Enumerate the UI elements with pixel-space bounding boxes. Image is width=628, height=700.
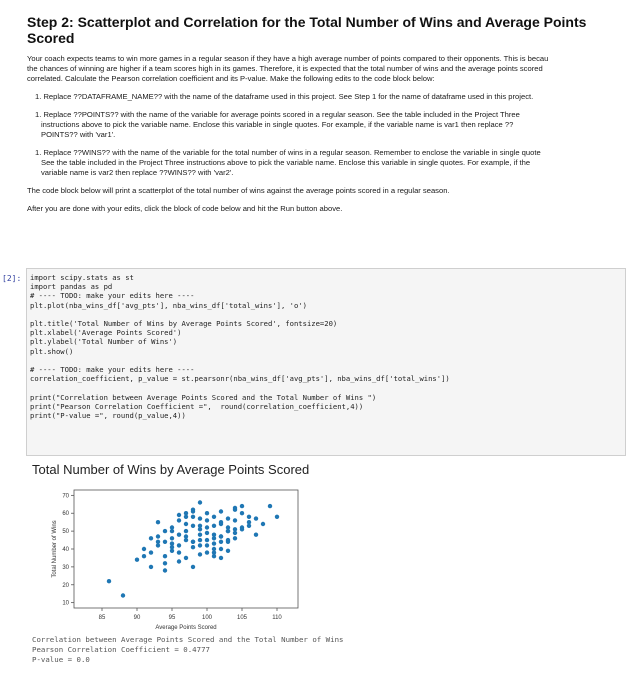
data-point — [149, 565, 153, 569]
instruction-line: 1. Replace ??WINS?? with the name of the variable for the total number of wins in a regular season. Remember to enclose the variable in single quote — [35, 148, 541, 157]
x-tick-label: 95 — [168, 615, 176, 621]
code-line: print("P-value =", round(p_value,4)) — [30, 411, 186, 421]
data-point — [191, 508, 195, 512]
data-point — [177, 559, 181, 563]
data-point — [177, 518, 181, 522]
data-point — [212, 515, 216, 519]
code-line: print("Correlation between Average Points Scored and the Total Number of Wins ") — [30, 392, 377, 402]
code-line: plt.title('Total Number of Wins by Average Points Scored', fontsize=20) — [30, 319, 338, 329]
output-line: P-value = 0.0 — [32, 655, 90, 664]
intro-line: the chances of winning are higher if a team scores high in its games. Therefore, it is expected that the total number of wins and the average points scored — [27, 64, 543, 73]
code-line: plt.show() — [30, 346, 74, 356]
data-point — [184, 556, 188, 560]
instruction-item — [35, 110, 627, 140]
data-point — [240, 511, 244, 515]
x-tick-label: 90 — [133, 615, 141, 621]
instruction-line: instructions above to pick the variable name. Enclose this variable in single quotes. For example, if the variable name is var1 then replace ?? — [41, 120, 514, 129]
y-tick-label: 60 — [62, 511, 69, 518]
instruction-item — [35, 148, 627, 178]
code-editor[interactable] — [30, 273, 450, 420]
data-point — [163, 568, 167, 572]
data-point — [191, 565, 195, 569]
data-point — [226, 540, 230, 544]
data-point — [212, 541, 216, 545]
data-point — [233, 518, 237, 522]
instruction-line: 1. Replace ??DATAFRAME_NAME?? with the name of the dataframe used in this project. See Step 1 for the name of dataframe used in this project. — [35, 92, 534, 101]
markdown-cell[interactable] — [27, 14, 627, 222]
instruction-line: POINTS?? with 'var1'. — [41, 130, 116, 139]
x-tick-label: 105 — [236, 615, 248, 621]
plot-frame — [74, 490, 298, 608]
data-point — [205, 543, 209, 547]
code-cell[interactable] — [26, 268, 626, 456]
data-point — [254, 533, 258, 537]
data-point — [191, 524, 195, 528]
data-point — [191, 540, 195, 544]
y-tick-label: 10 — [62, 600, 69, 607]
data-point — [205, 531, 209, 535]
plot-title: Total Number of Wins by Average Points Scored — [32, 462, 310, 477]
y-tick-label: 30 — [62, 564, 69, 571]
data-point — [198, 538, 202, 542]
data-point — [254, 516, 258, 520]
data-point — [205, 518, 209, 522]
data-point — [156, 543, 160, 547]
data-point — [184, 511, 188, 515]
data-point — [205, 550, 209, 554]
instructions-list — [27, 92, 627, 178]
data-point — [198, 524, 202, 528]
data-point — [212, 524, 216, 528]
data-point — [233, 527, 237, 531]
data-point — [156, 520, 160, 524]
output-line: Correlation between Average Points Scored and the Total Number of Wins — [32, 635, 344, 644]
data-point — [184, 522, 188, 526]
y-tick-label: 70 — [62, 493, 69, 500]
code-line: plt.ylabel('Total Number of Wins') — [30, 337, 178, 347]
code-line: correlation_coefficient, p_value = st.pearsonr(nba_wins_df['avg_pts'], nba_wins_df['total_wins']) — [30, 374, 450, 384]
data-point — [198, 533, 202, 537]
data-point — [163, 554, 167, 558]
y-tick-label: 20 — [62, 582, 69, 589]
data-point — [219, 540, 223, 544]
code-line: import scipy.stats as st — [30, 273, 134, 282]
data-point — [268, 504, 272, 508]
x-tick-label: 100 — [201, 615, 213, 621]
code-comment: # ---- TODO: make your edits here ---- — [30, 365, 195, 375]
data-point — [198, 552, 202, 556]
data-point — [226, 549, 230, 553]
data-point — [163, 561, 167, 565]
data-point — [219, 534, 223, 538]
data-point — [198, 500, 202, 504]
data-point — [219, 520, 223, 524]
cell-prompt: [2]: — [2, 274, 22, 283]
data-point — [184, 529, 188, 533]
outro-line: After you are done with your edits, click the block of code below and hit the Run button above. — [27, 204, 343, 213]
data-point — [149, 550, 153, 554]
data-point — [198, 516, 202, 520]
correlation-output — [32, 635, 343, 665]
data-point — [261, 522, 265, 526]
data-point — [177, 513, 181, 517]
instruction-line: 1. Replace ??POINTS?? with the name of the variable for average points scored in a regular season. See the table included in the Project Three — [35, 110, 520, 119]
code-line: plt.plot(nba_wins_df['avg_pts'], nba_wins_df['total_wins'], 'o') — [30, 300, 307, 310]
instruction-item — [35, 92, 627, 102]
y-axis-label: Total Number of Wins — [52, 520, 58, 578]
y-tick-label: 40 — [62, 547, 69, 553]
data-point — [135, 558, 139, 562]
data-point — [212, 550, 216, 554]
data-point — [107, 579, 111, 583]
x-axis-label: Average Points Scored — [155, 625, 217, 631]
scatter-chart — [26, 484, 326, 634]
data-point — [205, 525, 209, 529]
data-point — [191, 515, 195, 519]
data-point — [170, 536, 174, 540]
data-point — [233, 508, 237, 512]
data-point — [170, 545, 174, 549]
data-point — [121, 593, 125, 597]
data-point — [275, 515, 279, 519]
intro-line: Your coach expects teams to win more games in a regular season if they have a high average number of points compared to their opponents. This is becau — [27, 54, 549, 63]
data-point — [219, 509, 223, 513]
data-point — [198, 543, 202, 547]
section-title: Step 2: Scatterplot and Correlation for the Total Number of Wins and Average Points Scored — [27, 14, 587, 46]
data-point — [142, 547, 146, 551]
intro-line: correlated. Calculate the Pearson correlation coefficient and its P-value. Make the following edits to the code block below: — [27, 74, 435, 83]
data-point — [219, 547, 223, 551]
data-point — [163, 529, 167, 533]
data-point — [170, 525, 174, 529]
data-point — [205, 538, 209, 542]
x-tick-label: 110 — [272, 615, 282, 621]
data-point — [149, 536, 153, 540]
x-tick-label: 85 — [98, 615, 106, 621]
data-point — [191, 545, 195, 549]
data-point — [177, 550, 181, 554]
outro-line: The code block below will print a scatterplot of the total number of wins against the average points scored in a regular season. — [27, 186, 450, 195]
data-point — [212, 533, 216, 537]
instruction-line: variable name is var2 then replace ??WINS?? with 'var2'. — [41, 168, 234, 177]
data-point — [142, 554, 146, 558]
data-point — [163, 540, 167, 544]
data-point — [233, 536, 237, 540]
code-comment: # ---- TODO: make your edits here ---- — [30, 291, 195, 301]
data-point — [226, 529, 230, 533]
data-point — [226, 516, 230, 520]
data-point — [156, 534, 160, 538]
data-point — [177, 543, 181, 547]
output-line: Pearson Correlation Coefficient = 0.4777 — [32, 645, 210, 654]
data-point — [247, 515, 251, 519]
data-point — [177, 533, 181, 537]
data-point — [184, 538, 188, 542]
output-area — [26, 458, 624, 700]
data-point — [240, 504, 244, 508]
y-tick-label: 50 — [62, 529, 69, 536]
code-line: plt.xlabel('Average Points Scored') — [30, 328, 182, 338]
instruction-line: See the table included in the Project Three instructions above to pick the variable name. Enclose this variable in single quotes. For example, if the — [41, 158, 531, 167]
data-point — [219, 556, 223, 560]
intro-paragraph — [27, 54, 627, 84]
data-point — [247, 520, 251, 524]
code-line: import pandas as pd — [30, 282, 113, 292]
code-line: print("Pearson Correlation Coefficient =", round(correlation_coefficient,4)) — [30, 401, 364, 411]
data-point — [205, 511, 209, 515]
data-point — [240, 527, 244, 531]
